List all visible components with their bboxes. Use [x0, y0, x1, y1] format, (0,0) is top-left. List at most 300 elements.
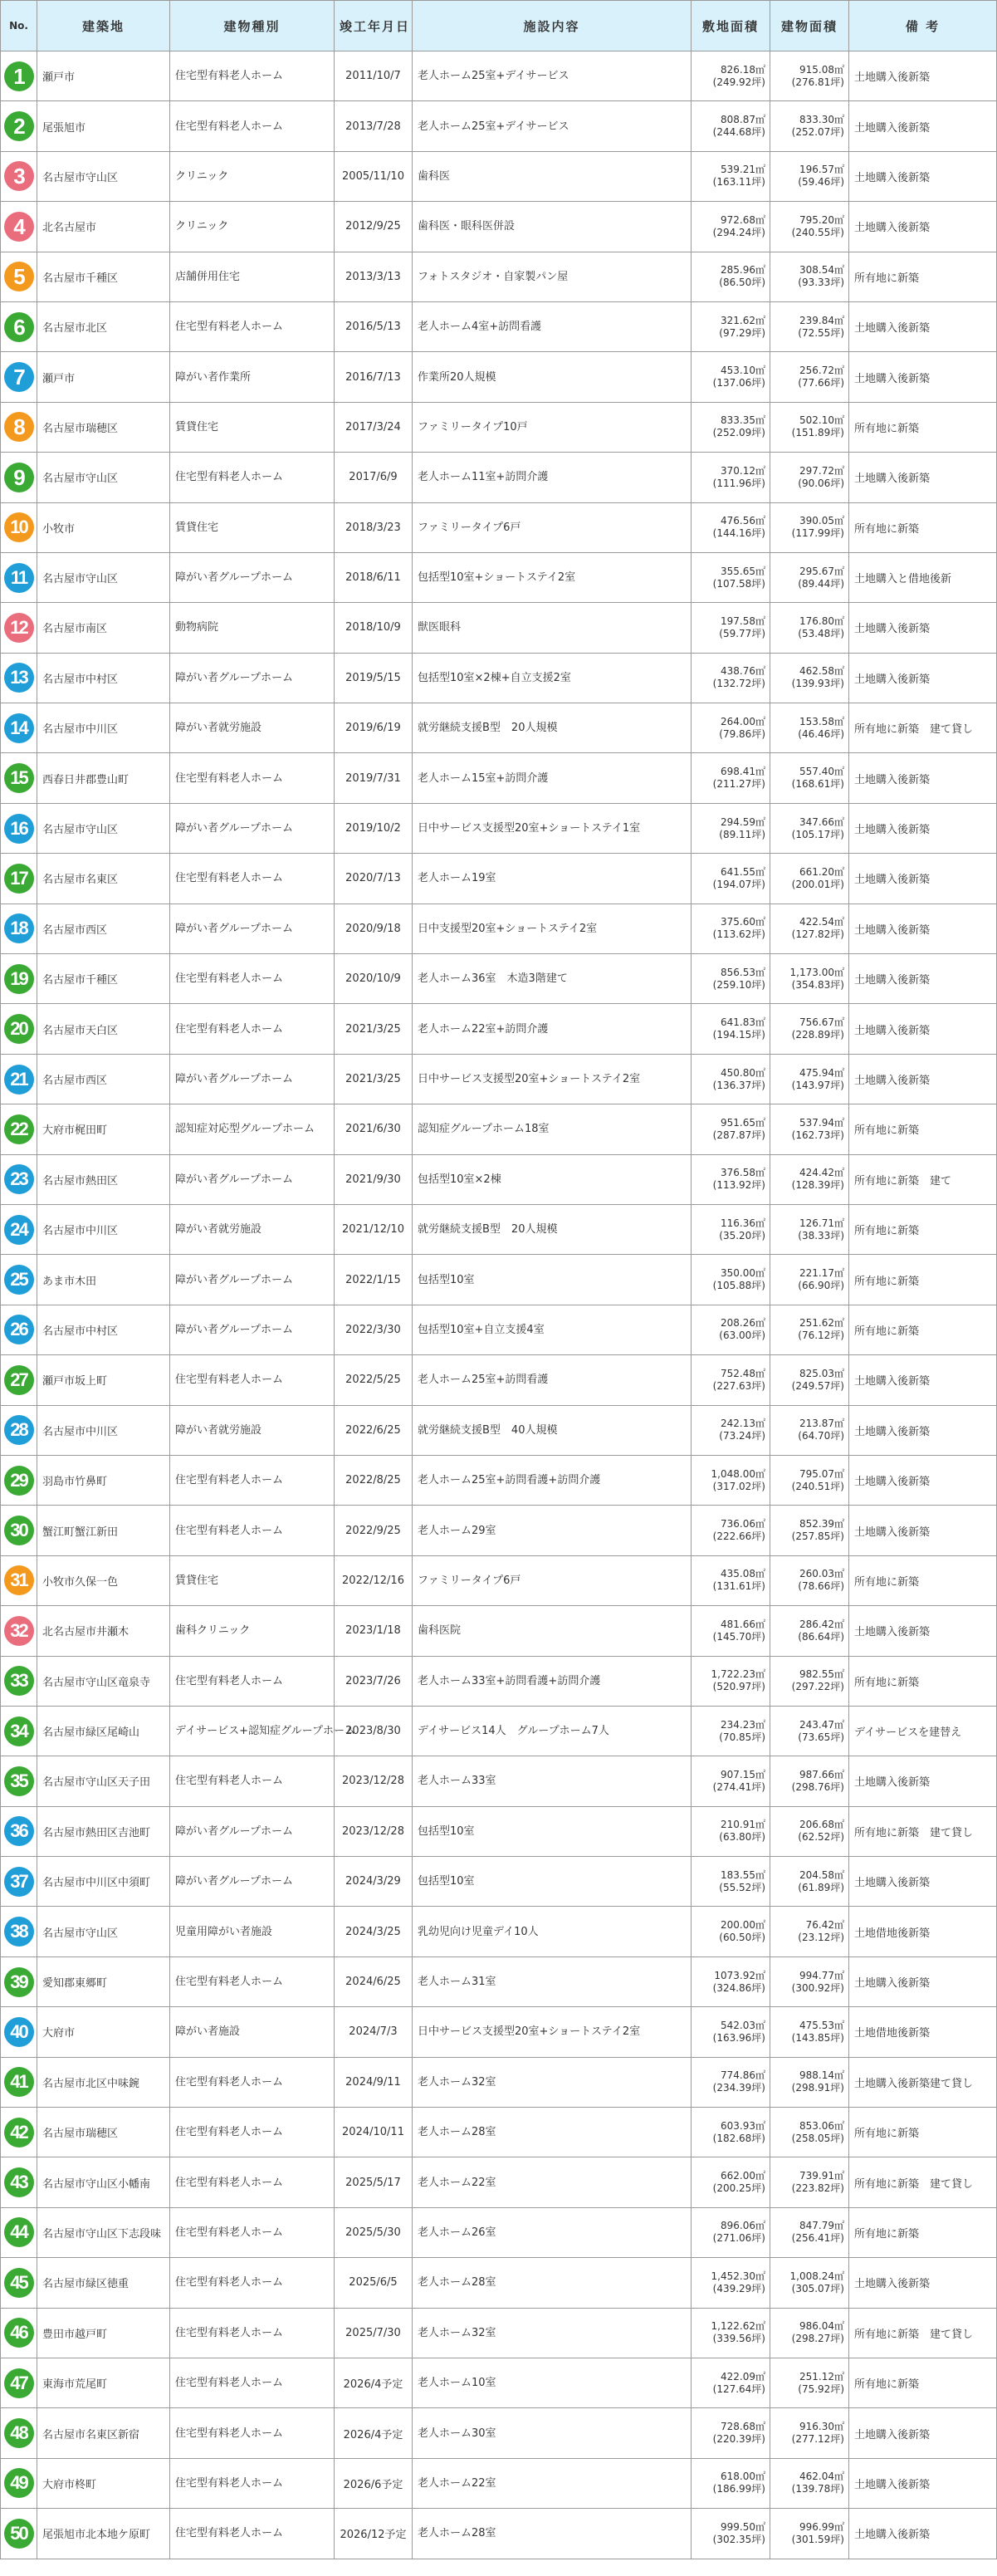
- site-area-cell: [692, 2408, 770, 2458]
- row-number-cell: [1, 1154, 37, 1204]
- building-area-cell: [770, 51, 849, 101]
- row-number-badge: 18: [4, 913, 34, 943]
- facility-content-cell: 日中サービス支援型20室+ショートステイ2室: [413, 1054, 692, 1104]
- building-area-cell: [770, 2258, 849, 2308]
- row-number-badge: 36: [4, 1816, 34, 1846]
- building-type-cell: 住宅型有料老人ホーム: [170, 1506, 335, 1555]
- building-area-cell: [770, 1405, 849, 1455]
- building-area-cell: [770, 2157, 849, 2207]
- building-area-tsubo: (151.89坪): [791, 427, 844, 439]
- table-row: [1, 1104, 997, 1154]
- header-completion-date: 竣工年月日: [335, 1, 413, 51]
- building-type-cell: 住宅型有料老人ホーム: [170, 2057, 335, 2107]
- row-number-cell: [1, 252, 37, 301]
- site-area-sqm: 350.00㎡: [721, 1267, 765, 1280]
- completion-date-cell: 2026/4予定: [335, 2358, 413, 2407]
- building-area-cell: [770, 1054, 849, 1104]
- row-number-badge: 44: [4, 2217, 34, 2247]
- site-area-cell: [692, 51, 770, 101]
- building-type-cell: 動物病院: [170, 603, 335, 653]
- completion-date-cell: 2018/3/23: [335, 502, 413, 552]
- completion-date-cell: 2021/6/30: [335, 1104, 413, 1154]
- building-area-tsubo: (256.41坪): [791, 2232, 844, 2245]
- site-area-cell: [692, 2358, 770, 2407]
- site-area-tsubo: (97.29坪): [719, 326, 765, 339]
- location-cell: 名古屋市守山区下志段味: [37, 2207, 170, 2257]
- site-area-sqm: 234.23㎡: [721, 1718, 765, 1731]
- row-number-cell: [1, 2057, 37, 2107]
- site-area-tsubo: (194.15坪): [712, 1029, 765, 1041]
- site-area-sqm: 422.09㎡: [721, 2370, 765, 2383]
- building-area-cell: [770, 1305, 849, 1354]
- building-area-sqm: 833.30㎡: [799, 114, 844, 126]
- row-number-badge: 13: [4, 663, 34, 693]
- building-type-cell: 障がい者施設: [170, 2007, 335, 2057]
- location-cell: 名古屋市中村区: [37, 653, 170, 703]
- site-area-cell: [692, 1756, 770, 1806]
- completion-date-cell: 2026/12予定: [335, 2509, 413, 2559]
- site-area-sqm: 476.56㎡: [721, 515, 765, 527]
- remarks-cell: 土地購入後新築: [849, 2458, 997, 2508]
- completion-date-cell: 2023/12/28: [335, 1756, 413, 1806]
- site-area-cell: [692, 1405, 770, 1455]
- building-area-tsubo: (64.70坪): [798, 1430, 844, 1442]
- site-area-tsubo: (252.09坪): [712, 427, 765, 439]
- site-area-tsubo: (127.64坪): [712, 2383, 765, 2395]
- row-number-badge: 45: [4, 2268, 34, 2298]
- row-number-badge: 21: [4, 1065, 34, 1095]
- building-area-cell: [770, 502, 849, 552]
- facility-content-cell: 老人ホーム36室 木造3階建て: [413, 954, 692, 1004]
- row-number-cell: [1, 803, 37, 853]
- row-number-badge: 30: [4, 1516, 34, 1545]
- remarks-cell: 所有地に新築 建て貸し: [849, 1806, 997, 1856]
- location-cell: 名古屋市守山区: [37, 151, 170, 201]
- building-area-tsubo: (249.57坪): [791, 1379, 844, 1392]
- row-number-badge: 9: [4, 463, 34, 492]
- remarks-cell: 土地購入後新築: [849, 151, 997, 201]
- table-row: [1, 1956, 997, 2006]
- building-type-cell: クリニック: [170, 151, 335, 201]
- site-area-tsubo: (79.86坪): [719, 727, 765, 740]
- row-number-cell: [1, 603, 37, 653]
- building-area-sqm: 795.20㎡: [799, 213, 844, 226]
- site-area-tsubo: (302.35坪): [712, 2533, 765, 2545]
- facility-content-cell: 日中支援型20室+ショートステイ2室: [413, 904, 692, 953]
- site-area-tsubo: (107.58坪): [712, 577, 765, 590]
- row-number-cell: [1, 1756, 37, 1806]
- row-number-cell: [1, 753, 37, 803]
- row-number-badge: 35: [4, 1766, 34, 1796]
- building-area-tsubo: (59.46坪): [798, 176, 844, 189]
- building-area-tsubo: (46.46坪): [798, 727, 844, 740]
- row-number-cell: [1, 2509, 37, 2559]
- building-type-cell: 歯科クリニック: [170, 1606, 335, 1656]
- row-number-badge: 22: [4, 1114, 34, 1144]
- location-cell: 名古屋市瑞穂区: [37, 2108, 170, 2157]
- building-area-cell: [770, 352, 849, 402]
- row-number-badge: 49: [4, 2468, 34, 2498]
- table-row: [1, 101, 997, 151]
- table-row: [1, 352, 997, 402]
- table-row: [1, 502, 997, 552]
- remarks-cell: 所有地に新築 建て貸し: [849, 703, 997, 753]
- building-area-tsubo: (73.65坪): [798, 1731, 844, 1743]
- facility-content-cell: 老人ホーム25室+訪問看護: [413, 1355, 692, 1405]
- building-area-tsubo: (277.12坪): [791, 2433, 844, 2446]
- site-area-sqm: 242.13㎡: [721, 1418, 765, 1430]
- row-number-cell: [1, 2157, 37, 2207]
- location-cell: 愛知郡東郷町: [37, 1956, 170, 2006]
- building-area-tsubo: (90.06坪): [798, 477, 844, 489]
- site-area-cell: [692, 1907, 770, 1956]
- building-area-tsubo: (240.51坪): [791, 1480, 844, 1492]
- row-number-badge: 34: [4, 1717, 34, 1746]
- completion-date-cell: 2025/6/5: [335, 2258, 413, 2308]
- building-area-tsubo: (258.05坪): [791, 2132, 844, 2144]
- site-area-tsubo: (317.02坪): [712, 1480, 765, 1492]
- building-area-tsubo: (53.48坪): [798, 627, 844, 639]
- building-type-cell: 住宅型有料老人ホーム: [170, 301, 335, 351]
- building-area-cell: [770, 2057, 849, 2107]
- building-type-cell: 障がい者作業所: [170, 352, 335, 402]
- building-area-tsubo: (61.89坪): [798, 1881, 844, 1893]
- building-area-cell: [770, 1756, 849, 1806]
- completion-date-cell: 2022/5/25: [335, 1355, 413, 1405]
- building-area-cell: [770, 1606, 849, 1656]
- site-area-tsubo: (89.11坪): [719, 828, 765, 840]
- building-type-cell: 住宅型有料老人ホーム: [170, 954, 335, 1004]
- table-row: [1, 2308, 997, 2358]
- building-area-sqm: 982.55㎡: [799, 1668, 844, 1681]
- remarks-cell: 所有地に新築 建て貸し: [849, 2157, 997, 2207]
- building-area-sqm: 126.71㎡: [799, 1217, 844, 1229]
- site-area-sqm: 438.76㎡: [721, 665, 765, 678]
- facility-content-cell: 老人ホーム11室+訪問介護: [413, 453, 692, 502]
- completion-date-cell: 2017/3/24: [335, 402, 413, 452]
- row-number-badge: 50: [4, 2519, 34, 2549]
- building-area-tsubo: (300.92坪): [791, 1981, 844, 1994]
- site-area-cell: [692, 1857, 770, 1907]
- site-area-sqm: 808.87㎡: [721, 114, 765, 126]
- building-area-sqm: 260.03㎡: [799, 1568, 844, 1580]
- site-area-cell: [692, 904, 770, 953]
- building-area-sqm: 915.08㎡: [799, 63, 844, 76]
- facility-content-cell: 日中サービス支援型20室+ショートステイ1室: [413, 803, 692, 853]
- table-row: [1, 1857, 997, 1907]
- location-cell: 小牧市久保一色: [37, 1555, 170, 1605]
- row-number-cell: [1, 453, 37, 502]
- facility-content-cell: 老人ホーム28室: [413, 2258, 692, 2308]
- remarks-cell: 土地購入後新築: [849, 1956, 997, 2006]
- site-area-tsubo: (274.41坪): [712, 1780, 765, 1793]
- row-number-cell: [1, 1054, 37, 1104]
- building-area-sqm: 196.57㎡: [799, 164, 844, 176]
- completion-date-cell: 2013/7/28: [335, 101, 413, 151]
- building-area-tsubo: (257.85坪): [791, 1530, 844, 1543]
- location-cell: 名古屋市守山区竜泉寺: [37, 1656, 170, 1706]
- row-number-badge: 47: [4, 2368, 34, 2398]
- building-type-cell: 障がい者グループホーム: [170, 1857, 335, 1907]
- site-area-sqm: 210.91㎡: [721, 1819, 765, 1831]
- building-type-cell: 住宅型有料老人ホーム: [170, 51, 335, 101]
- row-number-badge: 11: [4, 563, 34, 593]
- site-area-tsubo: (287.87坪): [712, 1129, 765, 1141]
- table-row: [1, 453, 997, 502]
- building-type-cell: 住宅型有料老人ホーム: [170, 1656, 335, 1706]
- building-area-cell: [770, 904, 849, 953]
- table-row: [1, 1355, 997, 1405]
- row-number-cell: [1, 202, 37, 252]
- table-row: [1, 1606, 997, 1656]
- building-area-cell: [770, 2108, 849, 2157]
- location-cell: 名古屋市守山区: [37, 552, 170, 602]
- location-cell: 東海市荒尾町: [37, 2358, 170, 2407]
- building-area-tsubo: (86.64坪): [798, 1630, 844, 1643]
- site-area-cell: [692, 2207, 770, 2257]
- location-cell: 名古屋市西区: [37, 1054, 170, 1104]
- site-area-sqm: 641.83㎡: [721, 1016, 765, 1029]
- row-number-cell: [1, 1606, 37, 1656]
- site-area-tsubo: (35.20坪): [719, 1229, 765, 1241]
- site-area-cell: [692, 1656, 770, 1706]
- building-area-sqm: 795.07㎡: [799, 1467, 844, 1480]
- building-type-cell: クリニック: [170, 202, 335, 252]
- facility-content-cell: 包括型10室+自立支援4室: [413, 1305, 692, 1354]
- remarks-cell: 土地購入後新築: [849, 1857, 997, 1907]
- table-row: [1, 2458, 997, 2508]
- remarks-cell: 所有地に新築: [849, 402, 997, 452]
- building-area-tsubo: (23.12坪): [798, 1932, 844, 1944]
- facility-content-cell: 老人ホーム32室: [413, 2057, 692, 2107]
- facility-content-cell: 老人ホーム28室: [413, 2509, 692, 2559]
- remarks-cell: 土地購入後新築: [849, 1405, 997, 1455]
- building-area-tsubo: (143.85坪): [791, 2031, 844, 2044]
- site-area-sqm: 355.65㎡: [721, 565, 765, 577]
- building-type-cell: 障がい者就労施設: [170, 1204, 335, 1254]
- building-area-cell: [770, 2207, 849, 2257]
- building-area-cell: [770, 1355, 849, 1405]
- table-row: [1, 552, 997, 602]
- row-number-badge: 10: [4, 512, 34, 542]
- remarks-cell: 土地購入後新築: [849, 1004, 997, 1054]
- remarks-cell: 土地購入後新築: [849, 803, 997, 853]
- facility-content-cell: ファミリータイプ6戸: [413, 1555, 692, 1605]
- row-number-badge: 38: [4, 1917, 34, 1947]
- building-area-sqm: 994.77㎡: [799, 1969, 844, 1981]
- site-area-cell: [692, 352, 770, 402]
- building-area-cell: [770, 2358, 849, 2407]
- completion-date-cell: 2023/7/26: [335, 1656, 413, 1706]
- row-number-cell: [1, 854, 37, 904]
- row-number-cell: [1, 2358, 37, 2407]
- building-type-cell: 住宅型有料老人ホーム: [170, 2207, 335, 2257]
- site-area-cell: [692, 301, 770, 351]
- building-area-cell: [770, 1806, 849, 1856]
- building-area-sqm: 297.72㎡: [799, 464, 844, 477]
- table-row: [1, 402, 997, 452]
- site-area-tsubo: (70.85坪): [719, 1731, 765, 1743]
- row-number-cell: [1, 1956, 37, 2006]
- completion-date-cell: 2024/7/3: [335, 2007, 413, 2057]
- building-area-sqm: 308.54㎡: [799, 264, 844, 277]
- row-number-cell: [1, 1907, 37, 1956]
- building-type-cell: 障がい者グループホーム: [170, 653, 335, 703]
- facility-content-cell: 老人ホーム30室: [413, 2408, 692, 2458]
- table-row: [1, 1756, 997, 1806]
- building-type-cell: 住宅型有料老人ホーム: [170, 753, 335, 803]
- remarks-cell: 所有地に新築: [849, 1305, 997, 1354]
- remarks-cell: 土地購入後新築: [849, 51, 997, 101]
- site-area-tsubo: (113.62坪): [712, 928, 765, 941]
- site-area-sqm: 833.35㎡: [721, 414, 765, 427]
- building-area-cell: [770, 854, 849, 904]
- completion-date-cell: 2021/9/30: [335, 1154, 413, 1204]
- building-type-cell: 住宅型有料老人ホーム: [170, 2258, 335, 2308]
- location-cell: 名古屋市緑区徳重: [37, 2258, 170, 2308]
- building-type-cell: 住宅型有料老人ホーム: [170, 2509, 335, 2559]
- building-area-tsubo: (305.07坪): [791, 2282, 844, 2294]
- building-type-cell: 障がい者就労施設: [170, 1405, 335, 1455]
- site-area-tsubo: (294.24坪): [712, 226, 765, 238]
- table-row: [1, 51, 997, 101]
- site-area-cell: [692, 854, 770, 904]
- building-area-tsubo: (354.83坪): [791, 978, 844, 991]
- building-area-cell: [770, 301, 849, 351]
- row-number-badge: 28: [4, 1415, 34, 1445]
- site-area-cell: [692, 2057, 770, 2107]
- table-row: [1, 2157, 997, 2207]
- row-number-badge: 5: [4, 262, 34, 291]
- site-area-sqm: 1,048.00㎡: [711, 1467, 765, 1480]
- completion-date-cell: 2011/10/7: [335, 51, 413, 101]
- building-area-sqm: 987.66㎡: [799, 1768, 844, 1780]
- table-row: [1, 252, 997, 301]
- site-area-tsubo: (211.27坪): [712, 778, 765, 791]
- table-row: [1, 2007, 997, 2057]
- location-cell: 大府市梶田町: [37, 1104, 170, 1154]
- row-number-cell: [1, 904, 37, 953]
- building-area-tsubo: (139.78坪): [791, 2483, 844, 2495]
- row-number-cell: [1, 2108, 37, 2157]
- building-area-cell: [770, 1004, 849, 1054]
- row-number-cell: [1, 703, 37, 753]
- site-area-tsubo: (222.66坪): [712, 1530, 765, 1543]
- row-number-badge: 42: [4, 2118, 34, 2147]
- location-cell: 尾張旭市: [37, 101, 170, 151]
- building-area-cell: [770, 1706, 849, 1756]
- site-area-cell: [692, 1255, 770, 1305]
- row-number-cell: [1, 352, 37, 402]
- table-row: [1, 1054, 997, 1104]
- header-building-area: 建物面積: [770, 1, 849, 51]
- location-cell: 豊田市越戸町: [37, 2308, 170, 2358]
- remarks-cell: 所有地に新築: [849, 2207, 997, 2257]
- site-area-cell: [692, 402, 770, 452]
- location-cell: 名古屋市中川区: [37, 1204, 170, 1254]
- site-area-sqm: 370.12㎡: [721, 464, 765, 477]
- building-area-tsubo: (89.44坪): [798, 577, 844, 590]
- building-area-cell: [770, 1555, 849, 1605]
- facility-content-cell: 歯科医院: [413, 1606, 692, 1656]
- building-area-tsubo: (62.52坪): [798, 1831, 844, 1844]
- building-type-cell: 住宅型有料老人ホーム: [170, 101, 335, 151]
- site-area-sqm: 826.18㎡: [721, 63, 765, 76]
- site-area-sqm: 999.50㎡: [721, 2520, 765, 2533]
- building-type-cell: 住宅型有料老人ホーム: [170, 1756, 335, 1806]
- location-cell: 名古屋市北区: [37, 301, 170, 351]
- row-number-cell: [1, 1204, 37, 1254]
- building-area-sqm: 825.03㎡: [799, 1367, 844, 1379]
- site-area-tsubo: (520.97坪): [712, 1681, 765, 1693]
- building-area-cell: [770, 703, 849, 753]
- facility-content-cell: 老人ホーム25室+デイサービス: [413, 101, 692, 151]
- site-area-cell: [692, 1506, 770, 1555]
- building-area-cell: [770, 453, 849, 502]
- building-area-sqm: 76.42㎡: [805, 1919, 844, 1932]
- location-cell: 名古屋市守山区小幡南: [37, 2157, 170, 2207]
- building-area-tsubo: (143.97坪): [791, 1079, 844, 1091]
- row-number-badge: 4: [4, 212, 34, 242]
- remarks-cell: 土地購入後新築: [849, 1506, 997, 1555]
- remarks-cell: 土地購入後新築: [849, 2509, 997, 2559]
- table-row: [1, 603, 997, 653]
- site-area-tsubo: (182.68坪): [712, 2132, 765, 2144]
- completion-date-cell: 2022/1/15: [335, 1255, 413, 1305]
- facility-content-cell: 老人ホーム22室+訪問介護: [413, 1004, 692, 1054]
- site-area-cell: [692, 2308, 770, 2358]
- table-row: [1, 2108, 997, 2157]
- building-area-cell: [770, 101, 849, 151]
- completion-date-cell: 2016/7/13: [335, 352, 413, 402]
- building-area-cell: [770, 1455, 849, 1505]
- site-area-tsubo: (137.06坪): [712, 377, 765, 389]
- row-number-badge: 14: [4, 713, 34, 743]
- remarks-cell: 土地購入後新築: [849, 753, 997, 803]
- location-cell: 名古屋市中川区中須町: [37, 1857, 170, 1907]
- row-number-badge: 3: [4, 161, 34, 191]
- building-area-tsubo: (128.39坪): [791, 1179, 844, 1192]
- facility-content-cell: 老人ホーム25室+デイサービス: [413, 51, 692, 101]
- row-number-badge: 39: [4, 1967, 34, 1997]
- site-area-cell: [692, 1204, 770, 1254]
- remarks-cell: 所有地に新築 建て: [849, 1154, 997, 1204]
- building-area-tsubo: (93.33坪): [798, 277, 844, 289]
- site-area-sqm: 200.00㎡: [721, 1919, 765, 1932]
- row-number-badge: 12: [4, 613, 34, 643]
- remarks-cell: 所有地に新築: [849, 1656, 997, 1706]
- site-area-cell: [692, 1355, 770, 1405]
- location-cell: 大府市: [37, 2007, 170, 2057]
- location-cell: 蟹江町蟹江新田: [37, 1506, 170, 1555]
- building-area-cell: [770, 151, 849, 201]
- table-row: [1, 854, 997, 904]
- building-area-tsubo: (127.82坪): [791, 928, 844, 941]
- remarks-cell: 土地購入後新築: [849, 1054, 997, 1104]
- building-area-cell: [770, 1506, 849, 1555]
- building-area-cell: [770, 2007, 849, 2057]
- header-building-type: 建物種別: [170, 1, 335, 51]
- facility-content-cell: 作業所20人規模: [413, 352, 692, 402]
- site-area-cell: [692, 151, 770, 201]
- building-type-cell: 障がい者グループホーム: [170, 904, 335, 953]
- site-area-tsubo: (73.24坪): [719, 1430, 765, 1442]
- table-row: [1, 1305, 997, 1354]
- site-area-sqm: 481.66㎡: [721, 1618, 765, 1630]
- building-area-cell: [770, 2308, 849, 2358]
- remarks-cell: 土地購入後新築: [849, 1355, 997, 1405]
- building-area-sqm: 739.91㎡: [799, 2170, 844, 2182]
